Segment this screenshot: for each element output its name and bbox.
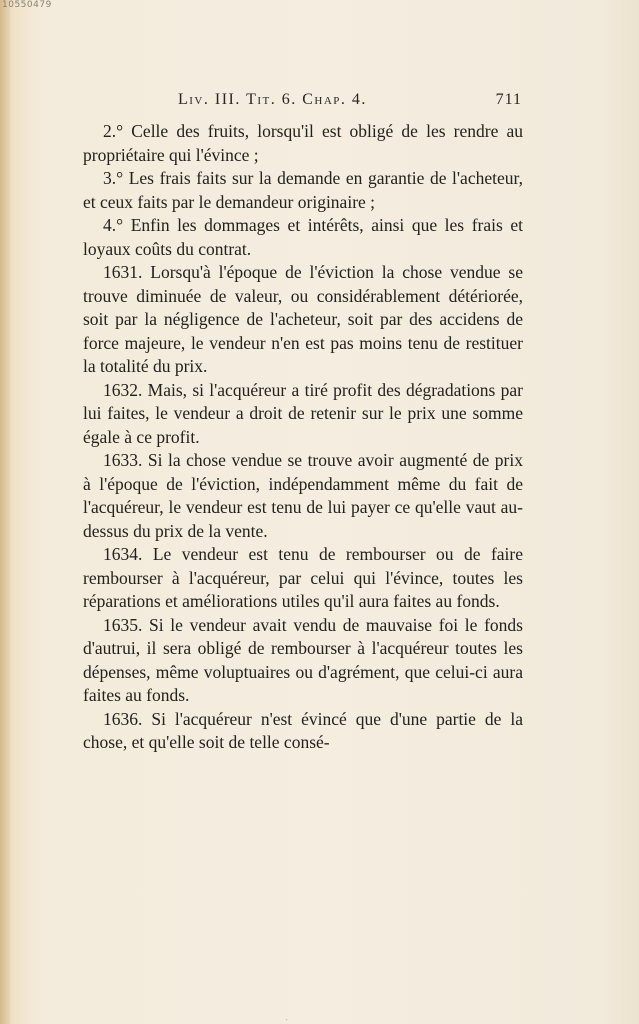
running-head-title: Liv. III. Tit. 6. Chap. 4. <box>178 91 367 108</box>
catalog-stamp: 10550479 <box>2 0 52 10</box>
page-edge <box>0 0 10 1024</box>
paragraph-item-2: 2.° Celle des fruits, lorsqu'il est obligé de les rendre au propriétaire qui l'évince ; <box>83 121 523 165</box>
article-1635: 1635. Si le vendeur avait vendu de mauvaise foi le fonds d'autrui, il sera obligé de rembourser à l'acquéreur toutes les dépenses, même voluptuaires ou d'agrément, que celui-ci aura faites au fonds. <box>83 614 523 705</box>
article-1636: 1636. Si l'acquéreur n'est évincé que d'une partie de la chose, et qu'elle soit de telle consé- <box>83 708 523 752</box>
article-1634: 1634. Le vendeur est tenu de rembourser ou de faire rembourser à l'acquéreur, par celui qui l'évince, toutes les réparations et améliorations utiles qu'il aura faites au fonds. <box>83 544 523 611</box>
paragraph-item-3: 3.° Les frais faits sur la demande en garantie de l'acheteur, et ceux faits par le demandeur originaire ; <box>83 168 523 212</box>
paragraph-item-4: 4.° Enfin les dommages et intérêts, ainsi que les frais et loyaux coûts du contrat. <box>83 215 523 259</box>
body-text <box>83 120 523 755</box>
article-1632: 1632. Mais, si l'acquéreur a tiré profit des dégradations par lui faites, le vendeur a droit de retenir sur le prix une somme égale à ce profit. <box>83 379 523 447</box>
page-number: 711 <box>495 91 522 108</box>
printer-mark: ˏ <box>285 1010 289 1021</box>
article-1633: 1633. Si la chose vendue se trouve avoir augmenté de prix à l'époque de l'éviction, indépendamment même du fait de l'acquéreur, le vendeur est tenu de lui payer ce qu'elle vaut au-dessus du prix de la vente. <box>83 450 523 541</box>
article-1631: 1631. Lorsqu'à l'époque de l'éviction la chose vendue se trouve diminuée de valeur, ou considérablement détériorée, soit par la négligence de l'acheteur, soit par des accidens de force majeure, le vendeur n'en est pas moins tenu de restituer la totalité du prix. <box>83 262 523 376</box>
